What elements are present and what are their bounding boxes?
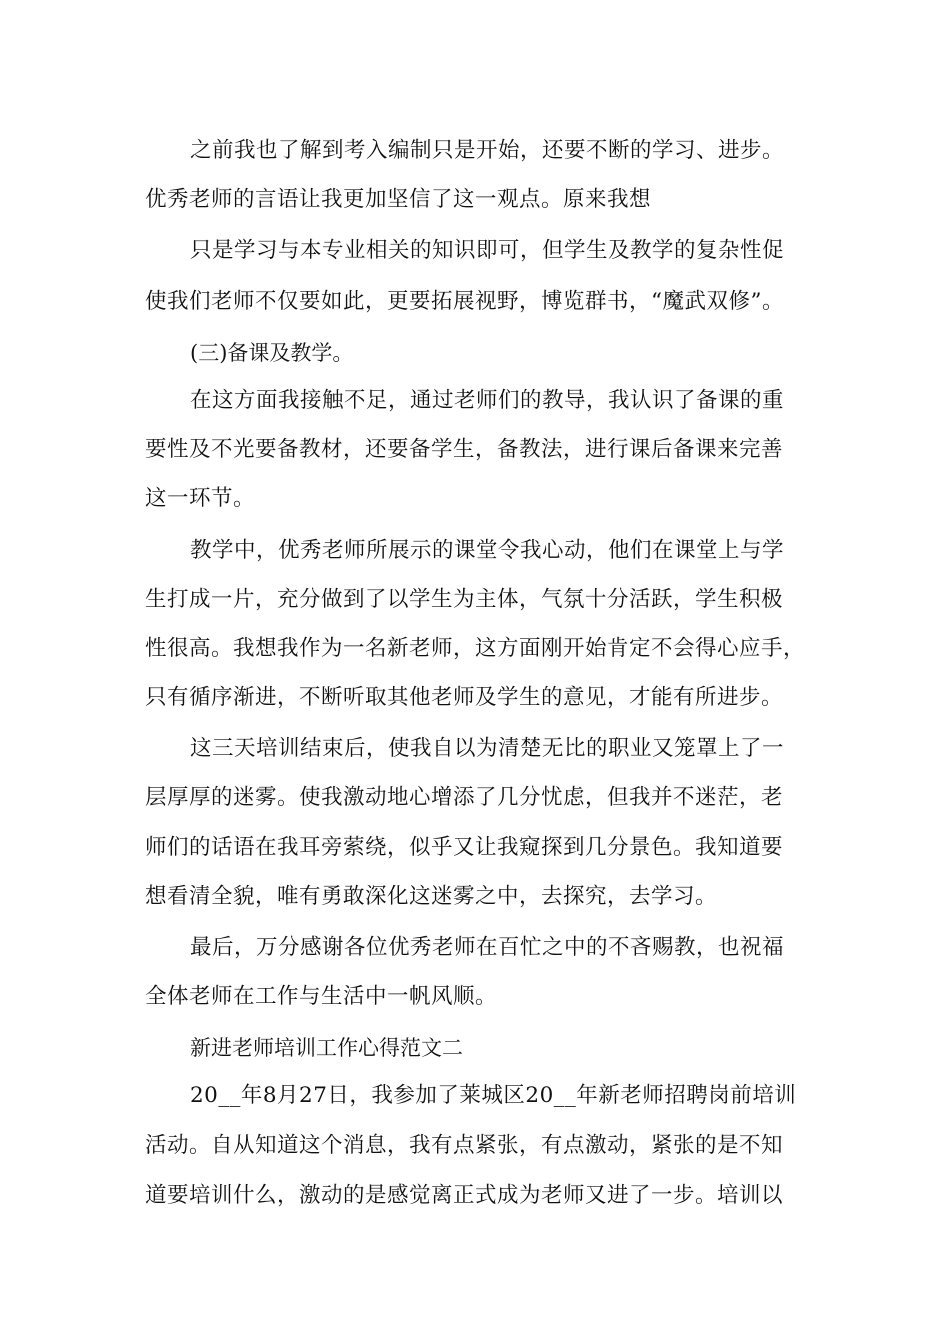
paragraph-line: 只是学习与本专业相关的知识即可，但学生及教学的复杂性促	[190, 238, 785, 263]
paragraph-line: 道要培训什么，激动的是感觉离正式成为老师又进了一步。培训以	[145, 1183, 784, 1208]
paragraph-line: 全体老师在工作与生活中一帆风顺。	[145, 984, 498, 1009]
paragraph-line: 最后，万分感谢各位优秀老师在百忙之中的不吝赐教，也祝福	[190, 935, 785, 960]
paragraph-line: 20__年8月27日，我参加了莱城区20__年新老师招聘岗前培训	[190, 1083, 797, 1108]
section-heading: 新进老师培训工作心得范文二	[190, 1036, 463, 1060]
paragraph-line: 这三天培训结束后，使我自以为清楚无比的职业又笼罩上了一	[190, 736, 785, 761]
paragraph-line: 层厚厚的迷雾。使我激动地心增添了几分忧虑，但我并不迷茫，老	[145, 785, 784, 810]
paragraph-line: 要性及不光要备教材，还要备学生，备教法，进行课后备课来完善	[145, 437, 784, 462]
paragraph-line: 只有循序渐进，不断听取其他老师及学生的意见，才能有所进步。	[145, 685, 784, 710]
paragraph-line: 这一环节。	[145, 486, 256, 511]
paragraph-line: 师们的话语在我耳旁萦绕，似乎又让我窥探到几分景色。我知道要	[145, 835, 784, 860]
paragraph-line: 生打成一片，充分做到了以学生为主体，气氛十分活跃，学生积极	[145, 587, 784, 612]
paragraph-line: 使我们老师不仅要如此，更要拓展视野，博览群书，“魔武双修”。	[145, 289, 784, 314]
paragraph-line: 之前我也了解到考入编制只是开始，还要不断的学习、进步。	[190, 138, 785, 163]
paragraph-line: 想看清全貌，唯有勇敢深化这迷雾之中，去探究，去学习。	[145, 884, 718, 909]
paragraph-line: 在这方面我接触不足，通过老师们的教导，我认识了备课的重	[190, 388, 785, 413]
paragraph-line: 活动。自从知道这个消息，我有点紧张，有点激动，紧张的是不知	[145, 1133, 784, 1158]
section-heading: (三)备课及教学。	[190, 341, 354, 365]
paragraph-line: 优秀老师的言语让我更加坚信了这一观点。原来我想	[145, 187, 652, 212]
paragraph-line: 教学中，优秀老师所展示的课堂令我心动，他们在课堂上与学	[190, 538, 785, 563]
paragraph-line: 性很高。我想我作为一名新老师，这方面刚开始肯定不会得心应手，	[145, 636, 806, 661]
